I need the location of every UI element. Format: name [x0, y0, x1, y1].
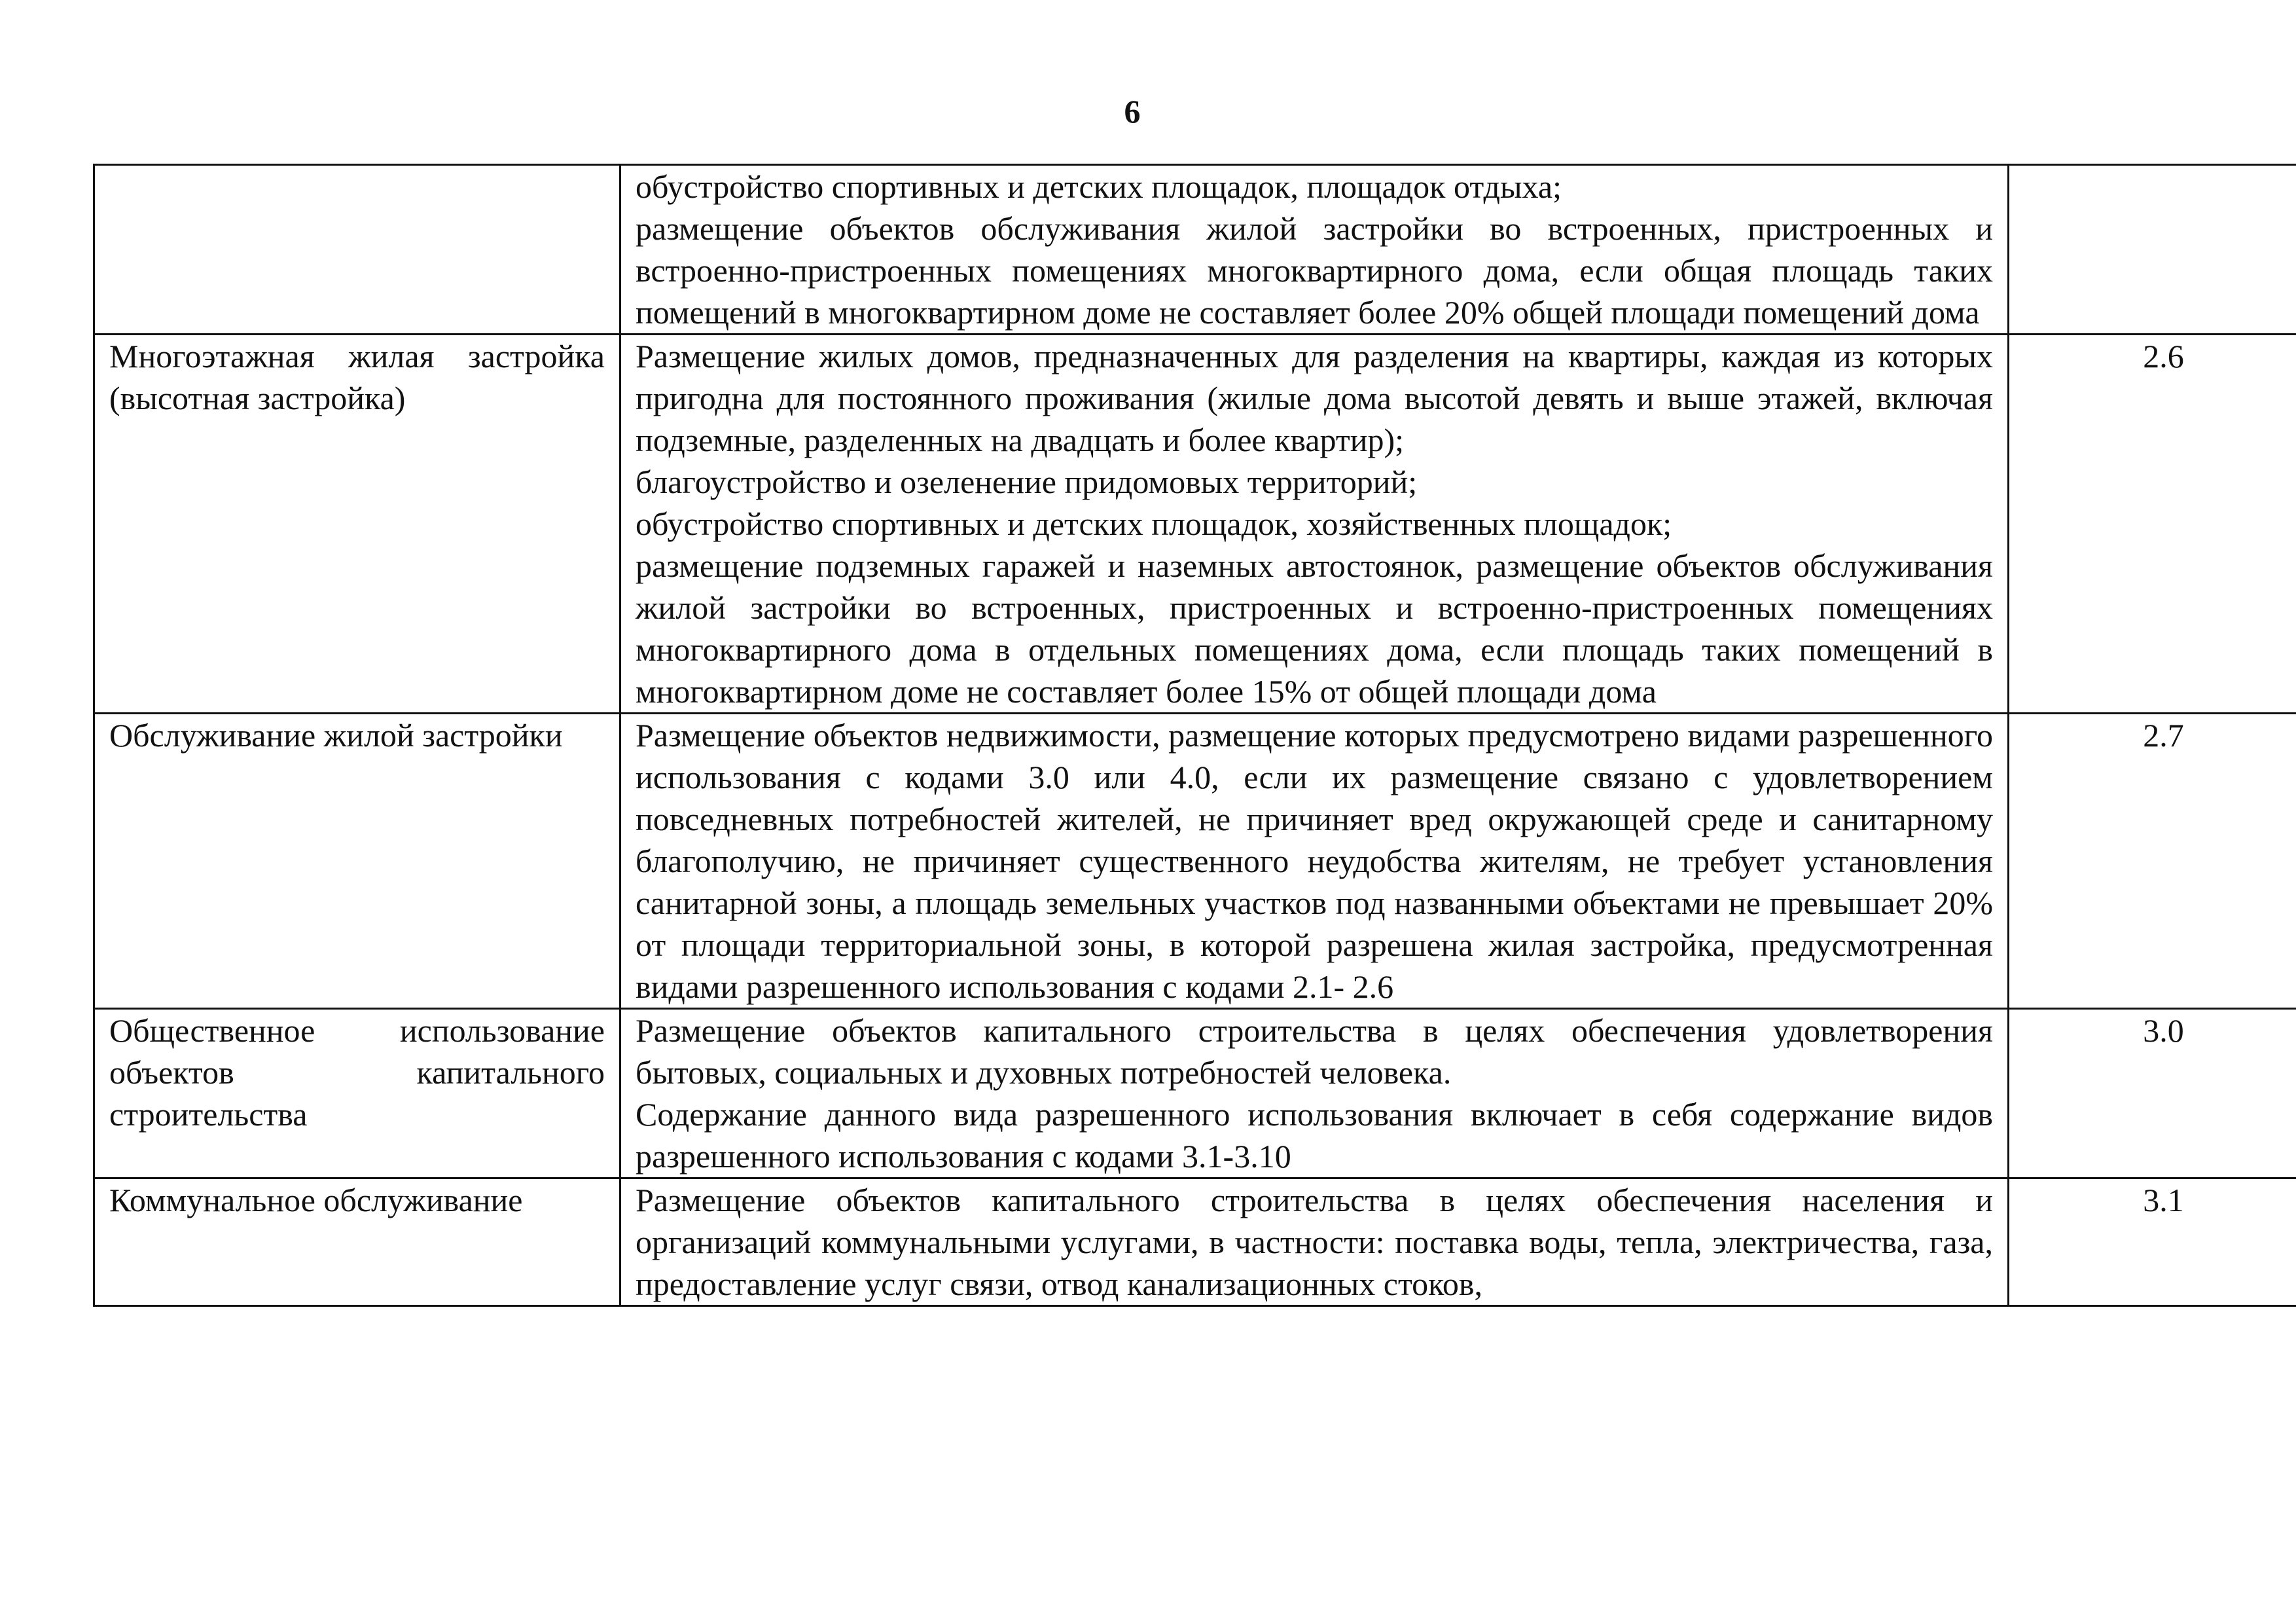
description-cell: [620, 714, 2009, 1009]
description-paragraph: благоустройство и озеленение придомовых территорий;: [636, 464, 1418, 500]
code-cell: 3.1: [2009, 1178, 2296, 1306]
description-paragraph: Размещение объектов капитального строительства в целях обеспечения удовлетворения бытовых, социальных и духовных потребностей человека.: [636, 1012, 1993, 1091]
description-clip: [636, 1179, 1993, 1305]
description-cell: [620, 165, 2009, 335]
code-cell: 3.0: [2009, 1009, 2296, 1178]
description-paragraph: Содержание данного вида разрешенного использования включает в себя содержание видов разрешенного использования с кодами 3.1-3.10: [636, 1096, 1993, 1175]
description-paragraph: Размещение объектов капитального строительства в целях обеспечения населения и организаций коммунальными услугами, в частности: поставка воды, тепла, электричества, газа, предоставление услуг связи, отвод канализационных стоков,: [636, 1182, 1993, 1302]
page-number: 6: [1124, 93, 1141, 130]
code-cell: 2.6: [2009, 335, 2296, 714]
use-name-cell: [94, 165, 620, 335]
description-paragraph: размещение объектов обслуживания жилой застройки во встроенных, пристроенных и встроенно-пристроенных помещениях многоквартирного дома, если общая площадь таких помещений в многоквартирном доме не составляет более 20% общей площади помещений дома: [636, 210, 1993, 331]
description-paragraph: Размещение объектов недвижимости, размещение которых предусмотрено видами разрешенного использования с кодами 3.0 или 4.0, если их размещение связано с удовлетворением повседневных потребностей жителей, не причиняет вред окружающей среде и санитарному благополучию, не причиняет существенного неудобства жителям, не требует установления санитарной зоны, а площадь земельных участков под названными объектами не превышает 20% от площади территориальной зоны, в которой разрешена жилая застройка, предусмотренная видами разрешенного использования с кодами 2.1- 2.6: [636, 717, 1993, 1005]
table-row: [94, 1009, 2296, 1178]
use-name-cell: Многоэтажная жилая застройка (высотная застройка): [94, 335, 620, 714]
description-paragraph: обустройство спортивных и детских площадок, хозяйственных площадок;: [636, 505, 1672, 542]
use-name-cell: Коммунальное обслуживание: [94, 1178, 620, 1306]
description-paragraph: размещение подземных гаражей и наземных автостоянок, размещение объектов обслуживания жилой застройки во встроенных, пристроенных и встроенно-пристроенных помещениях многоквартирного дома в отдельных помещениях дома, если площадь таких помещений в многоквартирном доме не составляет более 15% от общей площади дома: [636, 547, 1993, 710]
description-cell: [620, 1178, 2009, 1306]
table-row: [94, 335, 2296, 714]
table-row: [94, 714, 2296, 1009]
use-name-cell: Обслуживание жилой застройки: [94, 714, 620, 1009]
table-row: [94, 165, 2296, 335]
description-paragraph: Размещение жилых домов, предназначенных для разделения на квартиры, каждая из которых пригодна для постоянного проживания (жилые дома высотой девять и выше этажей, включая подземные, разделенных на двадцать и более квартир);: [636, 338, 1993, 458]
code-cell: [2009, 165, 2296, 335]
table-row: [94, 1178, 2296, 1306]
description-paragraph: обустройство спортивных и детских площадок, площадок отдыха;: [636, 168, 1562, 205]
use-name-cell: Общественное использование объектов капитального строительства: [94, 1009, 620, 1178]
land-use-table: [93, 164, 2296, 1307]
description-cell: [620, 335, 2009, 714]
code-cell: 2.7: [2009, 714, 2296, 1009]
description-cell: [620, 1009, 2009, 1178]
